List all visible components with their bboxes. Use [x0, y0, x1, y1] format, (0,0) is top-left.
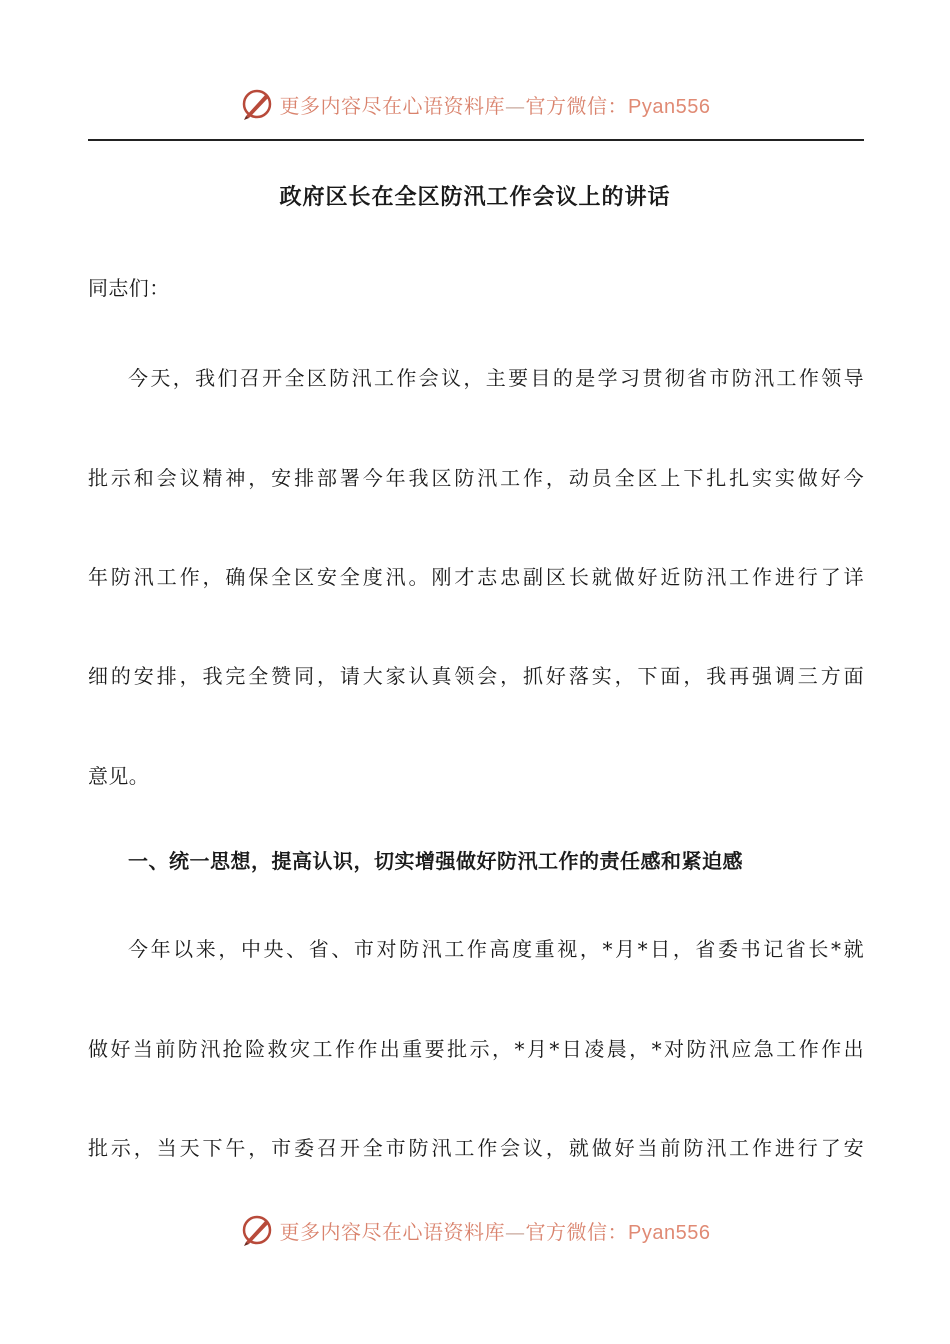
intro-line-3: 年防汛工作，确保全区安全度汛。刚才志忠副区长就做好近防汛工作进行了详 [88, 565, 864, 589]
section-1-line-3: 批示，当天下午，市委召开全市防汛工作会议，就做好当前防汛工作进行了安 [88, 1136, 864, 1160]
banner-label: 官方微信： [525, 1219, 629, 1244]
banner-brand: 更多内容尽在心语资料库 [279, 1219, 506, 1244]
section-1-heading: 一、统一思想，提高认识，切实增强做好防汛工作的责任感和紧迫感 [128, 849, 743, 873]
pen-logo-icon [240, 1213, 274, 1247]
pen-logo-icon [240, 87, 274, 121]
banner-separator: — [505, 93, 526, 118]
banner-separator: — [505, 1219, 526, 1244]
intro-line-5: 意见。 [88, 764, 150, 788]
header-banner [0, 82, 950, 126]
banner-label: 官方微信： [525, 93, 629, 118]
banner-handle: Pyan556 [628, 95, 711, 118]
banner-text [280, 1216, 711, 1245]
intro-line-1: 今天，我们召开全区防汛工作会议，主要目的是学习贯彻省市防汛工作领导 [128, 366, 864, 390]
banner-handle: Pyan556 [628, 1221, 711, 1244]
salutation: 同志们： [88, 276, 170, 300]
intro-line-4: 细的安排，我完全赞同，请大家认真领会，抓好落实，下面，我再强调三方面 [88, 664, 864, 688]
banner-text [280, 90, 711, 119]
section-1-line-1: 今年以来，中央、省、市对防汛工作高度重视，*月*日，省委书记省长*就 [128, 937, 864, 961]
intro-line-2: 批示和会议精神，安排部署今年我区防汛工作，动员全区上下扎扎实实做好今 [88, 466, 864, 490]
document-title: 政府区长在全区防汛工作会议上的讲话 [279, 184, 671, 210]
section-1-line-2: 做好当前防汛抢险救灾工作作出重要批示，*月*日凌晨，*对防汛应急工作作出 [88, 1037, 864, 1061]
footer-banner [0, 1208, 950, 1252]
header-divider [88, 139, 864, 141]
banner-brand: 更多内容尽在心语资料库 [279, 93, 506, 118]
